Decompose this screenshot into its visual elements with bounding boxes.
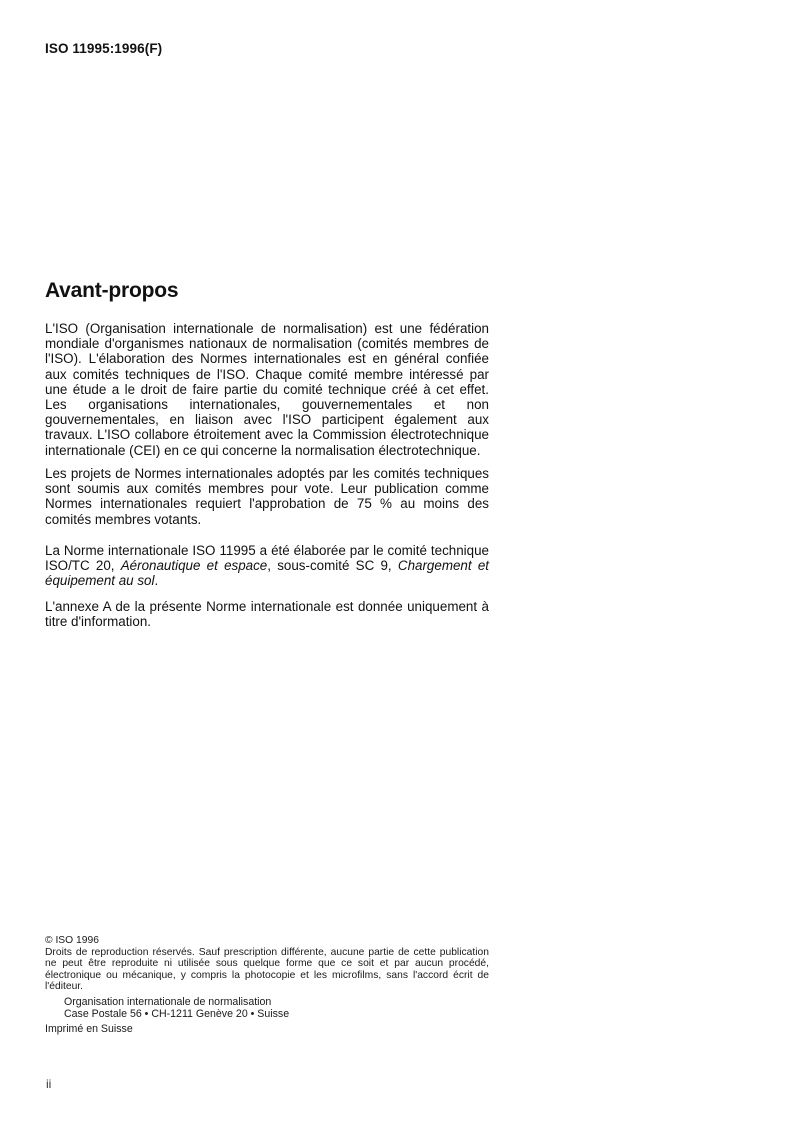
publisher-organisation: Organisation internationale de normalisation (64, 995, 272, 1008)
committee-text-3: . (154, 573, 159, 589)
subcommittee-name: Chargement et équipement au sol (45, 558, 490, 589)
publisher-address (45, 996, 489, 1020)
paragraph-annex: L'annexe A de la présente Norme internationale est donnée uniquement à titre d'information. (45, 599, 489, 630)
paragraph-voting: Les projets de Normes internationales adoptés par les comités techniques sont soumis aux comités membres pour vote. Leur publication comme Normes internationales requiert l'approbation de 75 % au moins des comités membres votants. (45, 466, 489, 527)
copyright-block (45, 935, 489, 1036)
paragraph-committee (45, 543, 489, 589)
section-title: Avant-propos (45, 279, 179, 302)
copyright-rights: Droits de reproduction réservés. Sauf prescription différente, aucune partie de cette publication ne peut être reproduite ni utilisée sous quelque forme que ce soit et par aucun procédé, électronique ou mécanique, y compris la photocopie et les microfilms, sans l'accord écrit de l'éditeur. (45, 946, 489, 993)
committee-text-2: , sous-comité SC 9, (267, 558, 398, 574)
copyright-notice: © ISO 1996 (45, 935, 99, 946)
committee-name: Aéronautique et espace (120, 558, 268, 574)
paragraph-iso-description: L'ISO (Organisation internationale de normalisation) est une fédération mondiale d'organismes nationaux de normalisation (comités membres de l'ISO). L'élaboration des Normes internationales est en général confiée aux comités techniques de l'ISO. Chaque comité membre intéressé par une étude a le droit de faire partie du comité technique créé à cet effet. Les organisations internationales, gouvernementales et non gouvernementales, en liaison avec l'ISO participent également aux travaux. L'ISO collabore étroitement avec la Commission électrotechnique internationale (CEI) en ce qui concerne la normalisation électrotechnique. (45, 321, 489, 458)
printed-in: Imprimé en Suisse (45, 1022, 133, 1035)
document-id: ISO 11995:1996(F) (45, 41, 163, 56)
committee-text-1: La Norme internationale ISO 11995 a été élaborée par le comité technique ISO/TC 20, (45, 543, 489, 574)
publisher-postal-address: Case Postale 56 • CH-1211 Genève 20 • Suisse (64, 1007, 290, 1020)
page-number: ii (46, 1077, 52, 1091)
